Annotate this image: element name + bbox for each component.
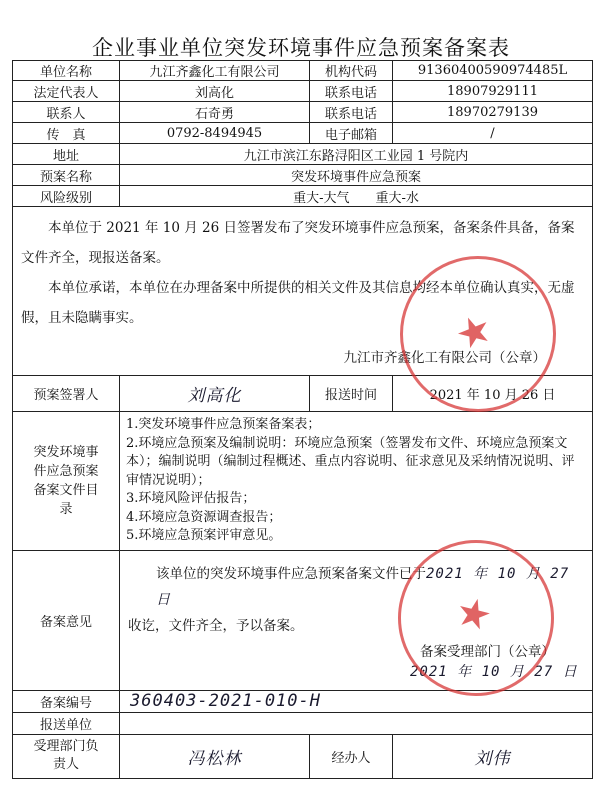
- legal-rep-label: 法定代表人: [13, 81, 120, 102]
- address: 九江市滨江东路浔阳区工业园 1 号院内: [120, 144, 593, 165]
- seal-star-icon: ★: [448, 304, 500, 361]
- dept-date: 2021 年 10 月 27 日: [410, 663, 578, 680]
- phone1: 18907929111: [393, 81, 593, 102]
- handler-label: 经办人: [310, 734, 393, 778]
- unit-name-label: 单位名称: [13, 61, 120, 81]
- risk-level-label: 风险级别: [13, 186, 120, 207]
- email-label: 电子邮箱: [310, 123, 393, 144]
- directory-list: [120, 412, 593, 551]
- directory-item: 2.环境应急预案及编制说明：环境应急预案（签署发布文件、环境应急预案文本）；编制说明（编制过程概述、重点内容说明、征求意见及采纳情况说明、评审情况说明）；: [126, 435, 575, 488]
- directory-item: 3.环境风险评估报告；: [126, 491, 256, 506]
- fax: 0792-8494945: [120, 123, 310, 144]
- submit-time-label: 报送时间: [310, 376, 393, 412]
- opinion-label: 备案意见: [13, 550, 120, 690]
- record-no-label: 备案编号: [13, 690, 120, 712]
- plan-name-label: 预案名称: [13, 165, 120, 186]
- record-no: 360403-2021-010-H: [120, 690, 593, 712]
- receiving-dept: 备案受理部门（公章）: [420, 643, 555, 660]
- filing-form: [12, 60, 593, 779]
- handler-signature: 刘伟: [393, 734, 593, 778]
- directory-item: 5.环境应急预案评审意见。: [126, 528, 282, 543]
- page-title: 企业事业单位突发环境事件应急预案备案表: [92, 36, 510, 60]
- company-signature: 九江市齐鑫化工有限公司（公章）: [343, 350, 546, 366]
- signer-signature: 刘高化: [120, 376, 310, 412]
- opinion-text-1: 该单位的突发环境事件应急预案备案文件已于: [156, 565, 426, 582]
- phone1-label: 联系电话: [310, 81, 393, 102]
- directory-label: 突发环境事件应急预案备案文件目录: [13, 412, 120, 551]
- declaration-paragraph-1: 本单位于 2021 年 10 月 26 日签署发布了突发环境事件应急预案，备案条件具备，备案文件齐全，现报送备案。: [21, 220, 575, 266]
- submit-time: 2021 年 10 月 26 日: [393, 376, 593, 412]
- received-date: 2021 年 10 月 27 日: [156, 565, 570, 608]
- phone2: 18970279139: [393, 102, 593, 123]
- declaration-paragraph-2: 本单位承诺，本单位在办理备案中所提供的相关文件及其信息均经本单位确认真实，无虚假，且未隐瞒事实。: [21, 280, 575, 326]
- org-code: 91360400590974485L: [393, 61, 593, 81]
- unit-name: 九江齐鑫化工有限公司: [120, 61, 310, 81]
- seal-star-icon: ★: [450, 587, 497, 642]
- contact: 石奇勇: [120, 102, 310, 123]
- risk-level: 重大-大气 重大-水: [120, 186, 593, 207]
- signer-label: 预案签署人: [13, 376, 120, 412]
- phone2-label: 联系电话: [310, 102, 393, 123]
- opinion-body: [120, 550, 593, 690]
- directory-item: 1.突发环境事件应急预案备案表；: [126, 417, 321, 432]
- responsible-label: 受理部门负责人: [13, 734, 120, 778]
- fax-label: 传 真: [13, 123, 120, 144]
- directory-item: 4.环境应急资源调查报告；: [126, 509, 282, 525]
- contact-label: 联系人: [13, 102, 120, 123]
- responsible-signature: 冯松林: [120, 734, 310, 778]
- org-code-label: 机构代码: [310, 61, 393, 81]
- opinion-text-2: 收讫，文件齐全，予以备案。: [128, 617, 304, 634]
- reporting-unit: [120, 712, 593, 734]
- address-label: 地址: [13, 144, 120, 165]
- legal-rep: 刘高化: [120, 81, 310, 102]
- reporting-unit-label: 报送单位: [13, 712, 120, 734]
- declaration: [13, 207, 593, 376]
- email: /: [393, 123, 593, 144]
- plan-name: 突发环境事件应急预案: [120, 165, 593, 186]
